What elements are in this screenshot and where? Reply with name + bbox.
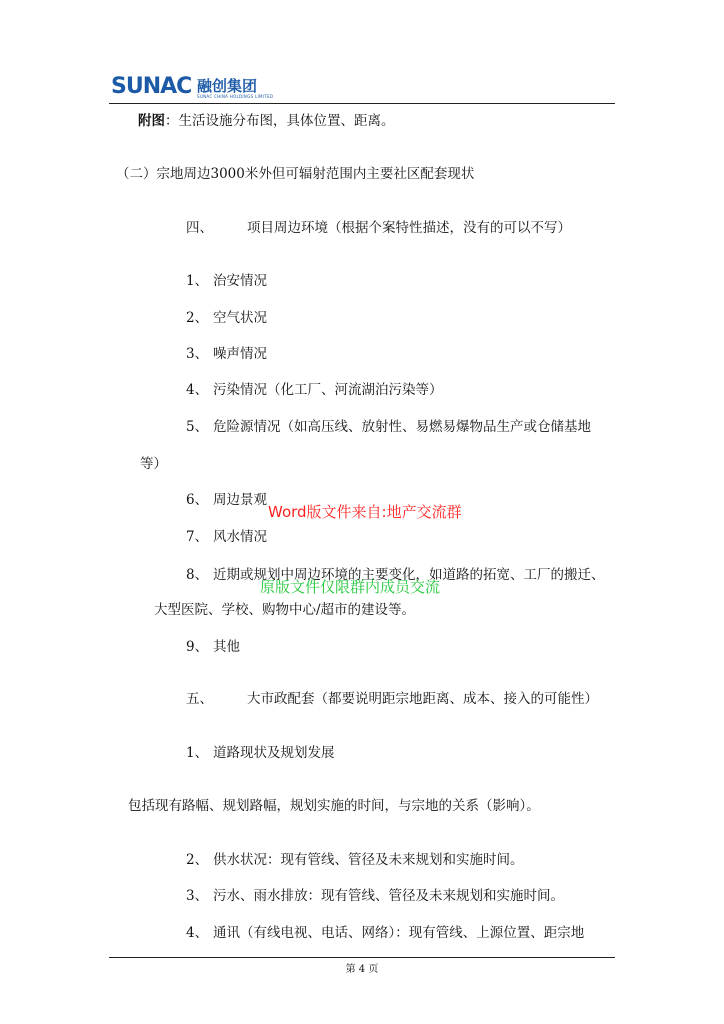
section-two-heading: （二）宗地周边3000米外但可辐射范围内主要社区配套现状: [116, 166, 475, 182]
list-item: [186, 744, 335, 762]
list-item-number: 2、: [186, 310, 209, 326]
list-item-text: 道路现状及规划发展: [213, 745, 335, 761]
list-item-text: 其他: [213, 639, 240, 655]
list-item-text: 风水情况: [213, 529, 267, 545]
list-item-number: 3、: [186, 888, 209, 904]
list-item-text: 近期或规划中周边环境的主要变化，如道路的拓宽、工厂的搬迁、: [213, 567, 605, 583]
list-item-number: 7、: [186, 529, 209, 545]
list-item-number: 1、: [186, 273, 209, 289]
list-item: [186, 638, 240, 656]
attachment-line: [138, 112, 395, 130]
heading-five: [186, 690, 598, 708]
list-item: [186, 345, 267, 363]
logo-chinese-name: 融创集团: [197, 77, 258, 95]
list-item: [186, 887, 564, 905]
list-item-number: 4、: [186, 382, 209, 398]
heading-five-text: 大市政配套（都要说明距宗地距离、成本、接入的可能性）: [247, 691, 598, 707]
attachment-label: 附图: [138, 113, 165, 129]
list-item-text: 污染情况（化工厂、河流湖泊污染等）: [213, 382, 443, 398]
list-item: [186, 851, 524, 869]
list-item: [186, 418, 591, 436]
list-item-number: 1、: [186, 745, 209, 761]
list-item-text: 周边景观: [213, 492, 267, 508]
list-item-text: 污水、雨水排放：现有管线、管径及未来规划和实施时间。: [213, 888, 564, 904]
list-item-text: 空气状况: [213, 310, 267, 326]
logo-subtitle: SUNAC CHINA HOLDINGS LIMITED: [197, 94, 274, 99]
heading-four-text: 项目周边环境（根据个案特性描述，没有的可以不写）: [247, 220, 571, 236]
list-item-continuation: 等）: [140, 456, 167, 472]
list-item-number: 8、: [186, 567, 209, 583]
company-logo: [111, 72, 371, 102]
list-item-number: 4、: [186, 925, 209, 941]
list-item: [186, 272, 267, 290]
footer-divider: [109, 957, 615, 958]
list-item-number: 5、: [186, 419, 209, 435]
watermark-restriction: 原版文件仅限群内成员交流: [260, 578, 441, 596]
list-item-number: 3、: [186, 346, 209, 362]
list-item-continuation: 大型医院、学校、购物中心/超市的建设等。: [154, 602, 416, 618]
list-item: [186, 528, 267, 546]
page-number: 第 4 页: [345, 964, 379, 975]
list-item-number: 9、: [186, 639, 209, 655]
logo-wordmark: SUNAC: [111, 74, 192, 99]
attachment-text: ：生活设施分布图，具体位置、距离。: [165, 113, 395, 129]
list-item-text: 危险源情况（如高压线、放射性、易燃易爆物品生产或仓储基地: [213, 419, 591, 435]
list-item: [186, 381, 443, 399]
list-item-number: 6、: [186, 492, 209, 508]
list-item: [186, 924, 584, 942]
watermark-source: Word版文件来自:地产交流群: [268, 503, 462, 521]
list-item: [186, 491, 267, 509]
list-item-text: 通讯（有线电视、电话、网络）：现有管线、上源位置、距宗地: [213, 925, 585, 941]
heading-five-number: 五、: [186, 691, 213, 707]
list-item-text: 供水状况：现有管线、管径及未来规划和实施时间。: [213, 852, 524, 868]
paragraph: 包括现有路幅、规划路幅，规划实施的时间，与宗地的关系（影响）。: [128, 798, 540, 814]
list-item-text: 噪声情况: [213, 346, 267, 362]
heading-four-number: 四、: [186, 220, 213, 236]
header-divider: [109, 103, 615, 104]
heading-four: [186, 219, 571, 237]
list-item-number: 2、: [186, 852, 209, 868]
list-item-text: 治安情况: [213, 273, 267, 289]
list-item: [186, 309, 267, 327]
